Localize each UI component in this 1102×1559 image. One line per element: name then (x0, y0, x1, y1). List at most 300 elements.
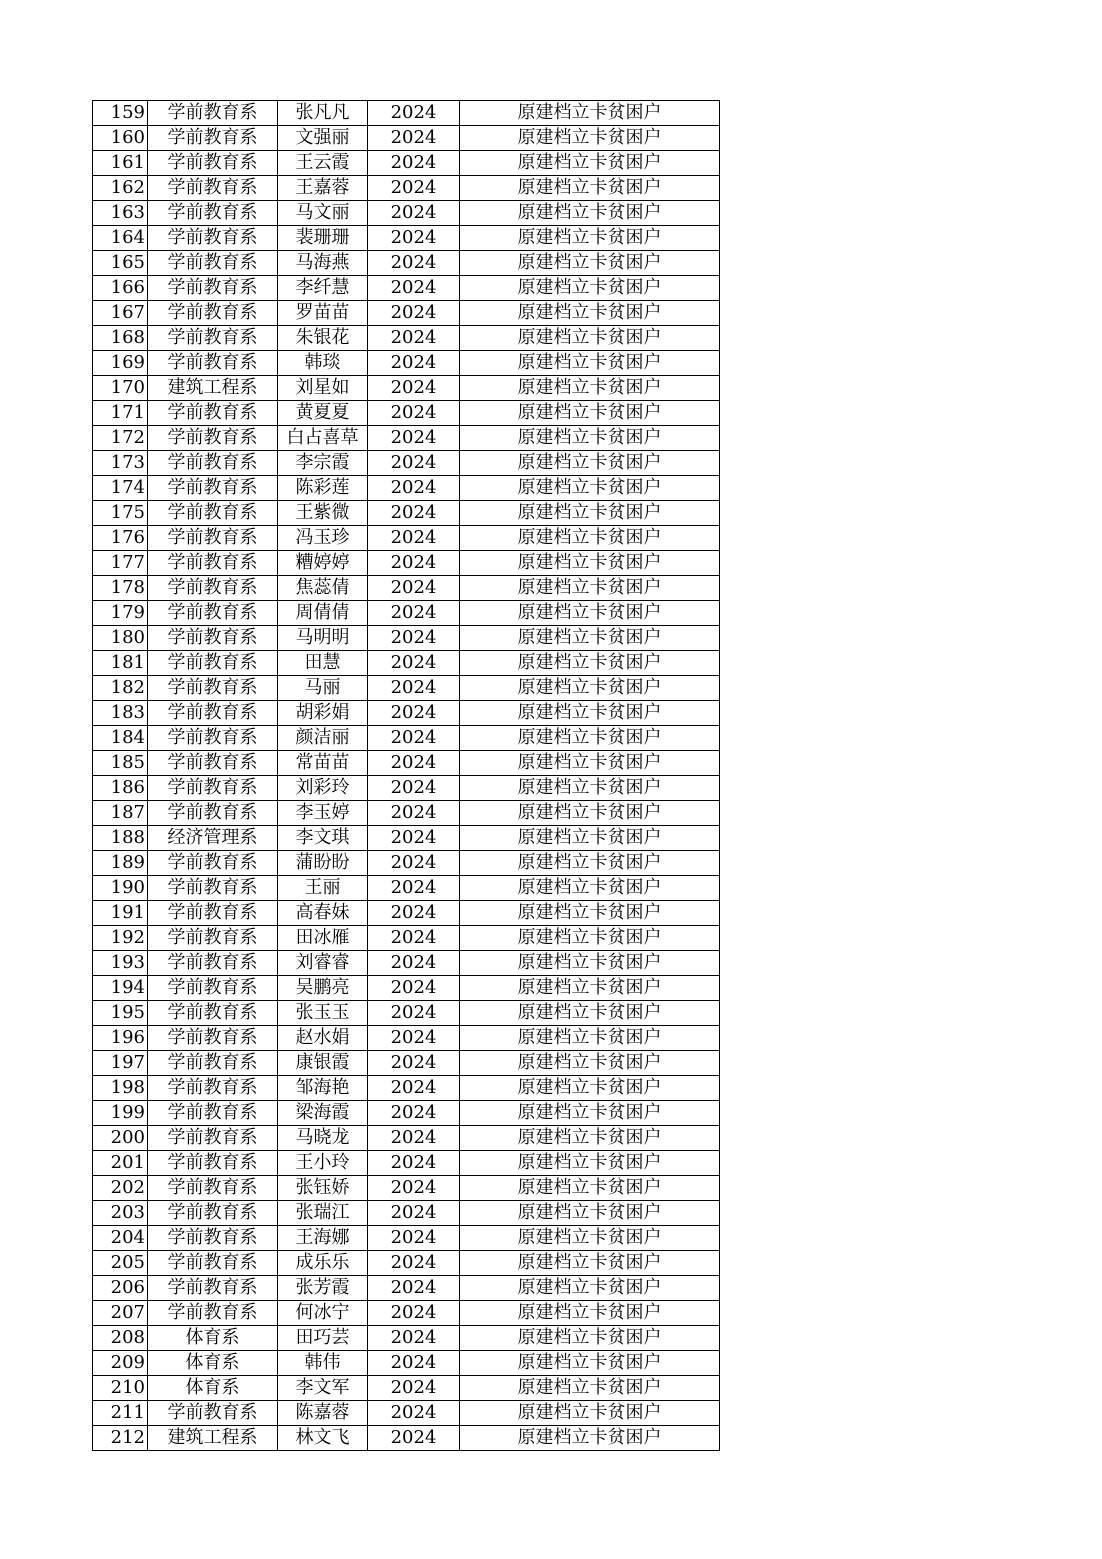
student-name-cell: 赵水娟 (278, 1026, 368, 1051)
table-row (93, 426, 720, 451)
department-cell: 学前教育系 (148, 651, 278, 676)
student-name-cell: 冯玉珍 (278, 526, 368, 551)
student-name-cell: 颜洁丽 (278, 726, 368, 751)
department-cell: 学前教育系 (148, 1276, 278, 1301)
student-name-cell: 马丽 (278, 676, 368, 701)
department-cell: 体育系 (148, 1326, 278, 1351)
year-cell: 2024 (368, 301, 460, 326)
category-cell: 原建档立卡贫困户 (460, 726, 720, 751)
year-cell: 2024 (368, 1376, 460, 1401)
table-row (93, 151, 720, 176)
year-cell: 2024 (368, 676, 460, 701)
student-name-cell: 马晓龙 (278, 1126, 368, 1151)
year-cell: 2024 (368, 1426, 460, 1451)
category-cell: 原建档立卡贫困户 (460, 751, 720, 776)
year-cell: 2024 (368, 276, 460, 301)
department-cell: 学前教育系 (148, 701, 278, 726)
department-cell: 学前教育系 (148, 776, 278, 801)
student-name-cell: 裴珊珊 (278, 226, 368, 251)
category-cell: 原建档立卡贫困户 (460, 776, 720, 801)
student-name-cell: 吴鹏亮 (278, 976, 368, 1001)
table-row (93, 726, 720, 751)
student-name-cell: 张钰娇 (278, 1176, 368, 1201)
student-name-cell: 林文飞 (278, 1426, 368, 1451)
department-cell: 学前教育系 (148, 576, 278, 601)
student-name-cell: 马海燕 (278, 251, 368, 276)
row-number: 209 (93, 1351, 148, 1376)
category-cell: 原建档立卡贫困户 (460, 601, 720, 626)
table-row (93, 351, 720, 376)
category-cell: 原建档立卡贫困户 (460, 1076, 720, 1101)
row-number: 175 (93, 501, 148, 526)
row-number: 193 (93, 951, 148, 976)
row-number: 188 (93, 826, 148, 851)
table-row (93, 326, 720, 351)
category-cell: 原建档立卡贫困户 (460, 1101, 720, 1126)
student-name-cell: 李玉婷 (278, 801, 368, 826)
year-cell: 2024 (368, 251, 460, 276)
category-cell: 原建档立卡贫困户 (460, 301, 720, 326)
department-cell: 学前教育系 (148, 851, 278, 876)
category-cell: 原建档立卡贫困户 (460, 151, 720, 176)
category-cell: 原建档立卡贫困户 (460, 826, 720, 851)
row-number: 187 (93, 801, 148, 826)
table-row (93, 601, 720, 626)
table-row (93, 1226, 720, 1251)
table-row (93, 926, 720, 951)
department-cell: 学前教育系 (148, 451, 278, 476)
category-cell: 原建档立卡贫困户 (460, 426, 720, 451)
student-name-cell: 胡彩娟 (278, 701, 368, 726)
row-number: 161 (93, 151, 148, 176)
table-body (93, 101, 720, 1451)
category-cell: 原建档立卡贫困户 (460, 351, 720, 376)
row-number: 183 (93, 701, 148, 726)
row-number: 168 (93, 326, 148, 351)
department-cell: 学前教育系 (148, 176, 278, 201)
year-cell: 2024 (368, 1076, 460, 1101)
row-number: 170 (93, 376, 148, 401)
row-number: 178 (93, 576, 148, 601)
year-cell: 2024 (368, 1226, 460, 1251)
table-row (93, 701, 720, 726)
table-row (93, 676, 720, 701)
category-cell: 原建档立卡贫困户 (460, 551, 720, 576)
row-number: 208 (93, 1326, 148, 1351)
row-number: 159 (93, 101, 148, 126)
row-number: 169 (93, 351, 148, 376)
row-number: 179 (93, 601, 148, 626)
row-number: 163 (93, 201, 148, 226)
student-name-cell: 刘星如 (278, 376, 368, 401)
table-row (93, 826, 720, 851)
table-row (93, 626, 720, 651)
student-name-cell: 李文军 (278, 1376, 368, 1401)
department-cell: 学前教育系 (148, 551, 278, 576)
category-cell: 原建档立卡贫困户 (460, 901, 720, 926)
year-cell: 2024 (368, 201, 460, 226)
student-name-cell: 马文丽 (278, 201, 368, 226)
category-cell: 原建档立卡贫困户 (460, 926, 720, 951)
student-name-cell: 康银霞 (278, 1051, 368, 1076)
student-name-cell: 王小玲 (278, 1151, 368, 1176)
year-cell: 2024 (368, 751, 460, 776)
row-number: 192 (93, 926, 148, 951)
year-cell: 2024 (368, 526, 460, 551)
student-name-cell: 高春妹 (278, 901, 368, 926)
table-row (93, 176, 720, 201)
row-number: 198 (93, 1076, 148, 1101)
student-name-cell: 王紫微 (278, 501, 368, 526)
year-cell: 2024 (368, 1301, 460, 1326)
category-cell: 原建档立卡贫困户 (460, 1276, 720, 1301)
table-row (93, 1051, 720, 1076)
year-cell: 2024 (368, 1251, 460, 1276)
category-cell: 原建档立卡贫困户 (460, 876, 720, 901)
row-number: 197 (93, 1051, 148, 1076)
year-cell: 2024 (368, 126, 460, 151)
department-cell: 学前教育系 (148, 201, 278, 226)
row-number: 174 (93, 476, 148, 501)
table-row (93, 501, 720, 526)
table-row (93, 1101, 720, 1126)
category-cell: 原建档立卡贫困户 (460, 251, 720, 276)
row-number: 194 (93, 976, 148, 1001)
department-cell: 学前教育系 (148, 1151, 278, 1176)
category-cell: 原建档立卡贫困户 (460, 1376, 720, 1401)
row-number: 181 (93, 651, 148, 676)
student-name-cell: 刘睿睿 (278, 951, 368, 976)
category-cell: 原建档立卡贫困户 (460, 676, 720, 701)
category-cell: 原建档立卡贫困户 (460, 626, 720, 651)
table-row (93, 776, 720, 801)
student-name-cell: 朱银花 (278, 326, 368, 351)
row-number: 172 (93, 426, 148, 451)
table-row (93, 901, 720, 926)
year-cell: 2024 (368, 851, 460, 876)
category-cell: 原建档立卡贫困户 (460, 1401, 720, 1426)
student-name-cell: 白占喜草 (278, 426, 368, 451)
student-name-cell: 文强丽 (278, 126, 368, 151)
student-name-cell: 张瑞江 (278, 1201, 368, 1226)
table-row (93, 276, 720, 301)
year-cell: 2024 (368, 776, 460, 801)
department-cell: 学前教育系 (148, 1101, 278, 1126)
student-name-cell: 陈嘉蓉 (278, 1401, 368, 1426)
category-cell: 原建档立卡贫困户 (460, 976, 720, 1001)
category-cell: 原建档立卡贫困户 (460, 576, 720, 601)
row-number: 180 (93, 626, 148, 651)
department-cell: 经济管理系 (148, 826, 278, 851)
table-row (93, 751, 720, 776)
student-name-cell: 陈彩莲 (278, 476, 368, 501)
category-cell: 原建档立卡贫困户 (460, 451, 720, 476)
year-cell: 2024 (368, 351, 460, 376)
row-number: 167 (93, 301, 148, 326)
category-cell: 原建档立卡贫困户 (460, 851, 720, 876)
department-cell: 学前教育系 (148, 1301, 278, 1326)
table-row (93, 226, 720, 251)
table-row (93, 1126, 720, 1151)
row-number: 190 (93, 876, 148, 901)
table-row (93, 1426, 720, 1451)
category-cell: 原建档立卡贫困户 (460, 1176, 720, 1201)
table-row (93, 476, 720, 501)
student-name-cell: 田慧 (278, 651, 368, 676)
department-cell: 学前教育系 (148, 726, 278, 751)
department-cell: 学前教育系 (148, 351, 278, 376)
category-cell: 原建档立卡贫困户 (460, 201, 720, 226)
department-cell: 学前教育系 (148, 951, 278, 976)
category-cell: 原建档立卡贫困户 (460, 651, 720, 676)
student-name-cell: 王嘉蓉 (278, 176, 368, 201)
table-row (93, 1376, 720, 1401)
year-cell: 2024 (368, 1101, 460, 1126)
row-number: 201 (93, 1151, 148, 1176)
table-row (93, 551, 720, 576)
student-name-cell: 李纤慧 (278, 276, 368, 301)
table-row (93, 1301, 720, 1326)
year-cell: 2024 (368, 426, 460, 451)
year-cell: 2024 (368, 1276, 460, 1301)
year-cell: 2024 (368, 326, 460, 351)
department-cell: 学前教育系 (148, 226, 278, 251)
year-cell: 2024 (368, 1151, 460, 1176)
year-cell: 2024 (368, 226, 460, 251)
row-number: 203 (93, 1201, 148, 1226)
year-cell: 2024 (368, 901, 460, 926)
table-row (93, 951, 720, 976)
row-number: 210 (93, 1376, 148, 1401)
year-cell: 2024 (368, 151, 460, 176)
department-cell: 学前教育系 (148, 1251, 278, 1276)
row-number: 184 (93, 726, 148, 751)
department-cell: 学前教育系 (148, 426, 278, 451)
table-row (93, 801, 720, 826)
student-table (92, 100, 720, 1451)
category-cell: 原建档立卡贫困户 (460, 501, 720, 526)
year-cell: 2024 (368, 701, 460, 726)
category-cell: 原建档立卡贫困户 (460, 1301, 720, 1326)
category-cell: 原建档立卡贫困户 (460, 1251, 720, 1276)
row-number: 182 (93, 676, 148, 701)
row-number: 164 (93, 226, 148, 251)
year-cell: 2024 (368, 101, 460, 126)
department-cell: 建筑工程系 (148, 1426, 278, 1451)
year-cell: 2024 (368, 576, 460, 601)
department-cell: 学前教育系 (148, 901, 278, 926)
table-row (93, 401, 720, 426)
student-name-cell: 田冰雁 (278, 926, 368, 951)
year-cell: 2024 (368, 601, 460, 626)
row-number: 206 (93, 1276, 148, 1301)
table-row (93, 201, 720, 226)
category-cell: 原建档立卡贫困户 (460, 1351, 720, 1376)
year-cell: 2024 (368, 1051, 460, 1076)
year-cell: 2024 (368, 476, 460, 501)
row-number: 200 (93, 1126, 148, 1151)
student-name-cell: 张芳霞 (278, 1276, 368, 1301)
department-cell: 建筑工程系 (148, 376, 278, 401)
student-name-cell: 张凡凡 (278, 101, 368, 126)
student-name-cell: 梁海霞 (278, 1101, 368, 1126)
category-cell: 原建档立卡贫困户 (460, 701, 720, 726)
year-cell: 2024 (368, 176, 460, 201)
department-cell: 学前教育系 (148, 1201, 278, 1226)
table-row (93, 1026, 720, 1051)
table-row (93, 526, 720, 551)
category-cell: 原建档立卡贫困户 (460, 1426, 720, 1451)
year-cell: 2024 (368, 1001, 460, 1026)
table-row (93, 976, 720, 1001)
department-cell: 体育系 (148, 1376, 278, 1401)
row-number: 195 (93, 1001, 148, 1026)
row-number: 212 (93, 1426, 148, 1451)
table-row (93, 576, 720, 601)
row-number: 199 (93, 1101, 148, 1126)
category-cell: 原建档立卡贫困户 (460, 1201, 720, 1226)
department-cell: 学前教育系 (148, 501, 278, 526)
department-cell: 体育系 (148, 1351, 278, 1376)
row-number: 191 (93, 901, 148, 926)
table-row (93, 1201, 720, 1226)
student-name-cell: 韩伟 (278, 1351, 368, 1376)
category-cell: 原建档立卡贫困户 (460, 401, 720, 426)
department-cell: 学前教育系 (148, 251, 278, 276)
year-cell: 2024 (368, 626, 460, 651)
student-name-cell: 刘彩玲 (278, 776, 368, 801)
row-number: 207 (93, 1301, 148, 1326)
student-name-cell: 田巧芸 (278, 1326, 368, 1351)
student-name-cell: 邹海艳 (278, 1076, 368, 1101)
category-cell: 原建档立卡贫困户 (460, 1326, 720, 1351)
year-cell: 2024 (368, 726, 460, 751)
year-cell: 2024 (368, 501, 460, 526)
row-number: 189 (93, 851, 148, 876)
table-row (93, 1151, 720, 1176)
category-cell: 原建档立卡贫困户 (460, 526, 720, 551)
student-name-cell: 成乐乐 (278, 1251, 368, 1276)
table-row (93, 101, 720, 126)
category-cell: 原建档立卡贫困户 (460, 1051, 720, 1076)
student-name-cell: 周倩倩 (278, 601, 368, 626)
category-cell: 原建档立卡贫困户 (460, 951, 720, 976)
category-cell: 原建档立卡贫困户 (460, 126, 720, 151)
row-number: 171 (93, 401, 148, 426)
table-row (93, 651, 720, 676)
student-name-cell: 王云霞 (278, 151, 368, 176)
student-name-cell: 王海娜 (278, 1226, 368, 1251)
category-cell: 原建档立卡贫困户 (460, 1001, 720, 1026)
student-name-cell: 黄夏夏 (278, 401, 368, 426)
department-cell: 学前教育系 (148, 801, 278, 826)
student-name-cell: 马明明 (278, 626, 368, 651)
row-number: 202 (93, 1176, 148, 1201)
table-row (93, 1351, 720, 1376)
category-cell: 原建档立卡贫困户 (460, 1226, 720, 1251)
student-name-cell: 李宗霞 (278, 451, 368, 476)
row-number: 176 (93, 526, 148, 551)
row-number: 204 (93, 1226, 148, 1251)
student-name-cell: 李文琪 (278, 826, 368, 851)
year-cell: 2024 (368, 926, 460, 951)
year-cell: 2024 (368, 551, 460, 576)
year-cell: 2024 (368, 1126, 460, 1151)
row-number: 185 (93, 751, 148, 776)
department-cell: 学前教育系 (148, 401, 278, 426)
year-cell: 2024 (368, 1326, 460, 1351)
year-cell: 2024 (368, 1351, 460, 1376)
department-cell: 学前教育系 (148, 476, 278, 501)
table-row (93, 1001, 720, 1026)
row-number: 160 (93, 126, 148, 151)
table-row (93, 376, 720, 401)
year-cell: 2024 (368, 976, 460, 1001)
table-row (93, 876, 720, 901)
category-cell: 原建档立卡贫困户 (460, 176, 720, 201)
year-cell: 2024 (368, 651, 460, 676)
department-cell: 学前教育系 (148, 1401, 278, 1426)
table-row (93, 451, 720, 476)
department-cell: 学前教育系 (148, 751, 278, 776)
student-name-cell: 韩琰 (278, 351, 368, 376)
department-cell: 学前教育系 (148, 1226, 278, 1251)
department-cell: 学前教育系 (148, 876, 278, 901)
table-row (93, 1276, 720, 1301)
category-cell: 原建档立卡贫困户 (460, 101, 720, 126)
year-cell: 2024 (368, 1026, 460, 1051)
year-cell: 2024 (368, 951, 460, 976)
table-row (93, 251, 720, 276)
row-number: 162 (93, 176, 148, 201)
department-cell: 学前教育系 (148, 676, 278, 701)
department-cell: 学前教育系 (148, 326, 278, 351)
year-cell: 2024 (368, 1201, 460, 1226)
department-cell: 学前教育系 (148, 926, 278, 951)
row-number: 166 (93, 276, 148, 301)
student-name-cell: 罗苗苗 (278, 301, 368, 326)
department-cell: 学前教育系 (148, 601, 278, 626)
department-cell: 学前教育系 (148, 101, 278, 126)
department-cell: 学前教育系 (148, 151, 278, 176)
department-cell: 学前教育系 (148, 1051, 278, 1076)
table-row (93, 301, 720, 326)
row-number: 205 (93, 1251, 148, 1276)
year-cell: 2024 (368, 376, 460, 401)
department-cell: 学前教育系 (148, 126, 278, 151)
student-name-cell: 蒲盼盼 (278, 851, 368, 876)
student-name-cell: 张玉玉 (278, 1001, 368, 1026)
row-number: 211 (93, 1401, 148, 1426)
department-cell: 学前教育系 (148, 301, 278, 326)
table-row (93, 1401, 720, 1426)
category-cell: 原建档立卡贫困户 (460, 276, 720, 301)
year-cell: 2024 (368, 801, 460, 826)
category-cell: 原建档立卡贫困户 (460, 1151, 720, 1176)
table-row (93, 1251, 720, 1276)
student-name-cell: 糟婷婷 (278, 551, 368, 576)
department-cell: 学前教育系 (148, 1001, 278, 1026)
category-cell: 原建档立卡贫困户 (460, 226, 720, 251)
department-cell: 学前教育系 (148, 526, 278, 551)
student-name-cell: 焦蕊倩 (278, 576, 368, 601)
department-cell: 学前教育系 (148, 976, 278, 1001)
row-number: 186 (93, 776, 148, 801)
year-cell: 2024 (368, 401, 460, 426)
row-number: 177 (93, 551, 148, 576)
table-row (93, 1076, 720, 1101)
department-cell: 学前教育系 (148, 626, 278, 651)
